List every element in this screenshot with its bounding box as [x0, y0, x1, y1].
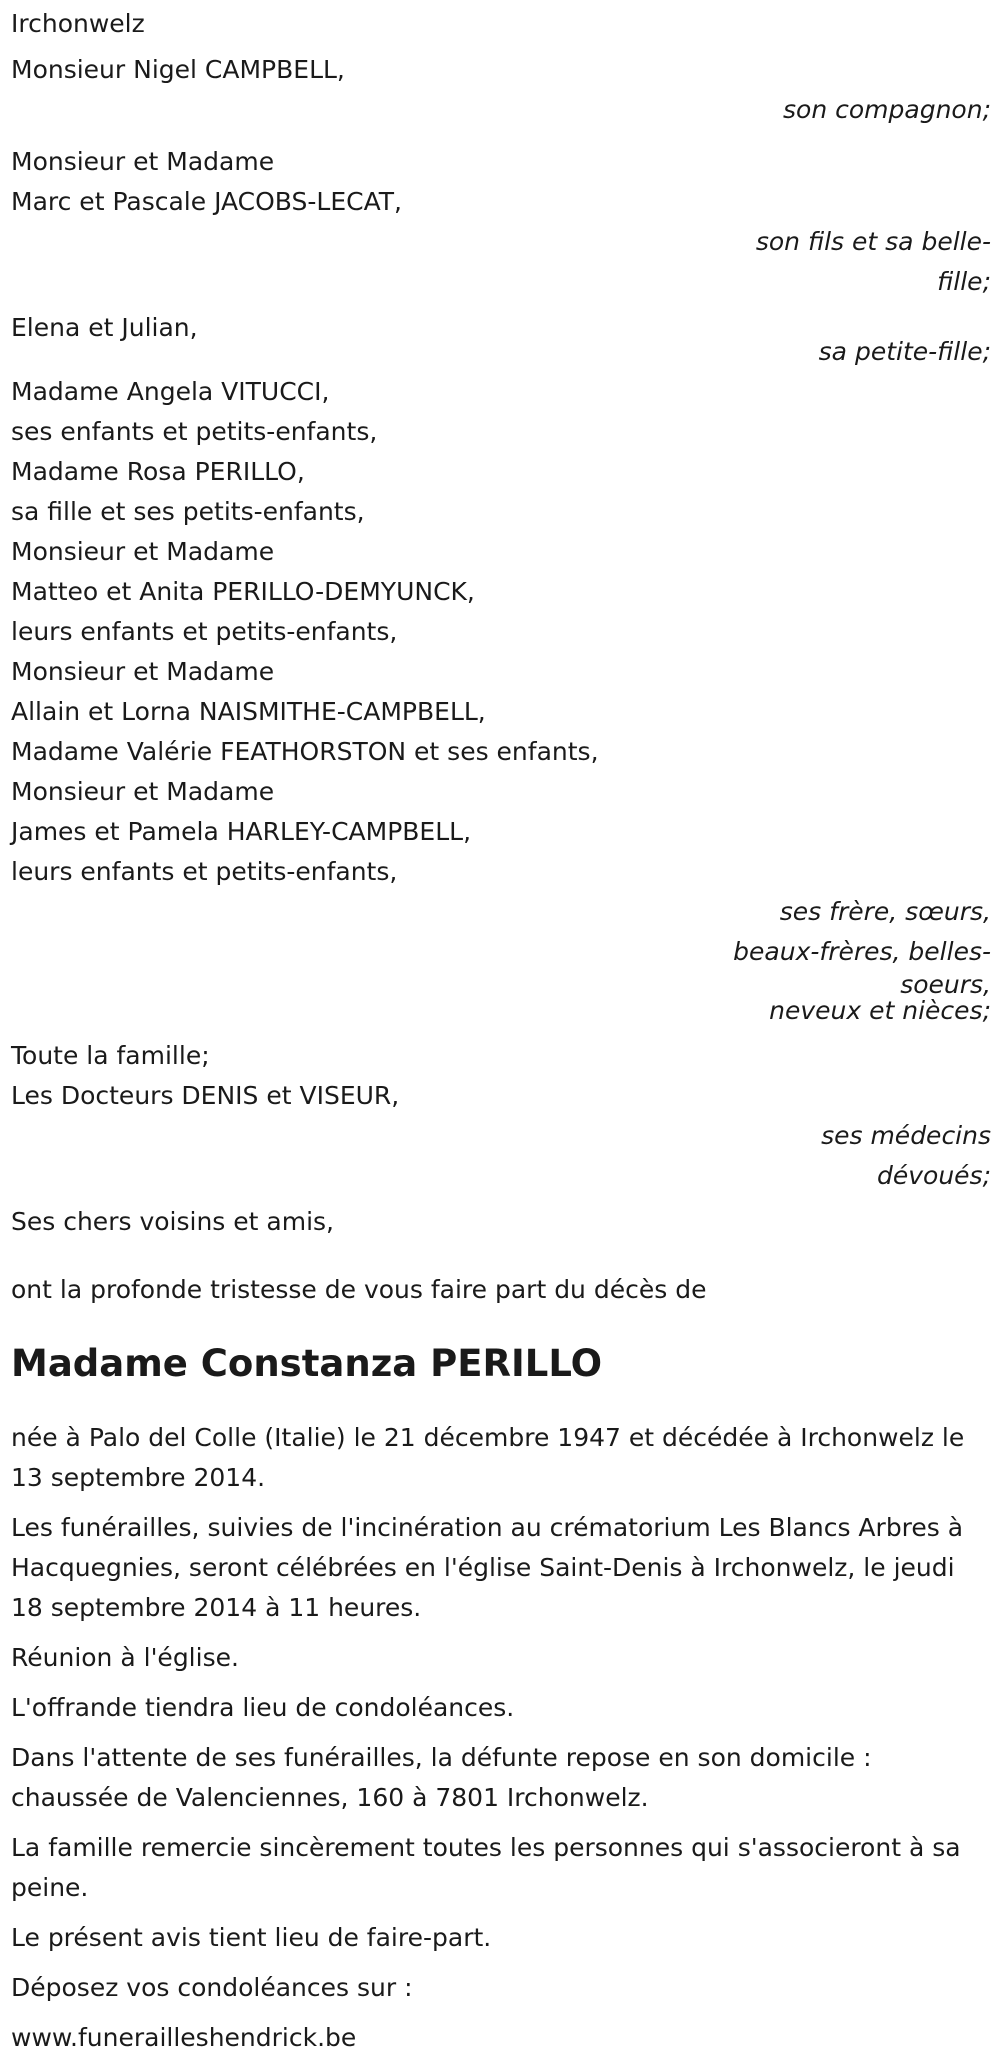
family-name-line: Madame Angela VITUCCI, [11, 377, 330, 406]
birth-death-paragraph: née à Palo del Colle (Italie) le 21 décembre 1947 et décédée à Irchonwelz le 13 septembre 2014. [11, 1423, 965, 1492]
family-relation: dévoués; [876, 1161, 991, 1190]
family-name-line: Toute la famille; [11, 1041, 210, 1070]
family-relation: beaux-frères, belles- [733, 937, 991, 966]
family-relation: neveux et nièces; [769, 996, 991, 1025]
family-relation: fille; [937, 267, 991, 296]
notice-paragraph: Le présent avis tient lieu de faire-part. [11, 1923, 492, 1952]
family-relation: ses frère, sœurs, [779, 897, 991, 926]
family-name-line: Elena et Julian, [11, 313, 198, 342]
website-link[interactable]: www.funerailleshendrick.be [11, 2023, 357, 2052]
family-group [11, 50, 991, 130]
family-name-line: Marc et Pascale JACOBS-LECAT, [11, 187, 402, 216]
family-group [11, 1036, 991, 1196]
condolences-paragraph: Déposez vos condoléances sur : [11, 1973, 413, 2002]
neighbors-line: Ses chers voisins et amis, [11, 1207, 334, 1236]
resting-place-paragraph: Dans l'attente de ses funérailles, la défunte repose en son domicile : chaussée de Valenciennes, 160 à 7801 Irchonwelz. [11, 1743, 872, 1812]
family-name-line: sa fille et ses petits-enfants, [11, 497, 365, 526]
family-relation: ses médecins [821, 1121, 991, 1150]
meeting-paragraph: Réunion à l'église. [11, 1643, 239, 1672]
family-name-line: leurs enfants et petits-enfants, [11, 617, 398, 646]
family-name-line: ses enfants et petits-enfants, [11, 417, 378, 446]
family-group [11, 142, 991, 302]
family-name-line: Monsieur et Madame [11, 147, 275, 176]
family-name-line: Les Docteurs DENIS et VISEUR, [11, 1081, 400, 1110]
family-name-line: Monsieur et Madame [11, 537, 275, 566]
family-name-line: Allain et Lorna NAISMITHE-CAMPBELL, [11, 697, 486, 726]
family-name-line: Monsieur et Madame [11, 657, 275, 686]
family-name-line: Matteo et Anita PERILLO-DEMYUNCK, [11, 577, 475, 606]
family-group [11, 372, 991, 1024]
family-name-line: Madame Rosa PERILLO, [11, 457, 305, 486]
family-relation: son fils et sa belle- [755, 227, 991, 256]
family-name-line: Monsieur Nigel CAMPBELL, [11, 55, 345, 84]
family-relation: soeurs, [900, 970, 991, 999]
family-name-line: Madame Valérie FEATHORSTON et ses enfants, [11, 737, 599, 766]
family-relation: sa petite-fille; [818, 337, 991, 366]
family-name-line: leurs enfants et petits-enfants, [11, 857, 398, 886]
family-relation: son compagnon; [783, 95, 991, 124]
family-name-line: James et Pamela HARLEY-CAMPBELL, [11, 817, 472, 846]
obituary-notice [11, 4, 991, 2068]
announcement-line: ont la profonde tristesse de vous faire part du décès de [11, 1275, 707, 1304]
family-group [11, 308, 991, 372]
deceased-name: Madame Constanza PERILLO [11, 1342, 603, 1385]
offering-paragraph: L'offrande tiendra lieu de condoléances. [11, 1693, 515, 1722]
family-name-line: Monsieur et Madame [11, 777, 275, 806]
location-line: Irchonwelz [11, 9, 145, 38]
funeral-paragraph: Les funérailles, suivies de l'incinération au crématorium Les Blancs Arbres à Hacquegnies, seront célébrées en l'église Saint-Denis à Irchonwelz, le jeudi 18 septembre 2014 à 11 heures. [11, 1513, 964, 1622]
thanks-paragraph: La famille remercie sincèrement toutes les personnes qui s'associeront à sa peine. [11, 1833, 961, 1902]
